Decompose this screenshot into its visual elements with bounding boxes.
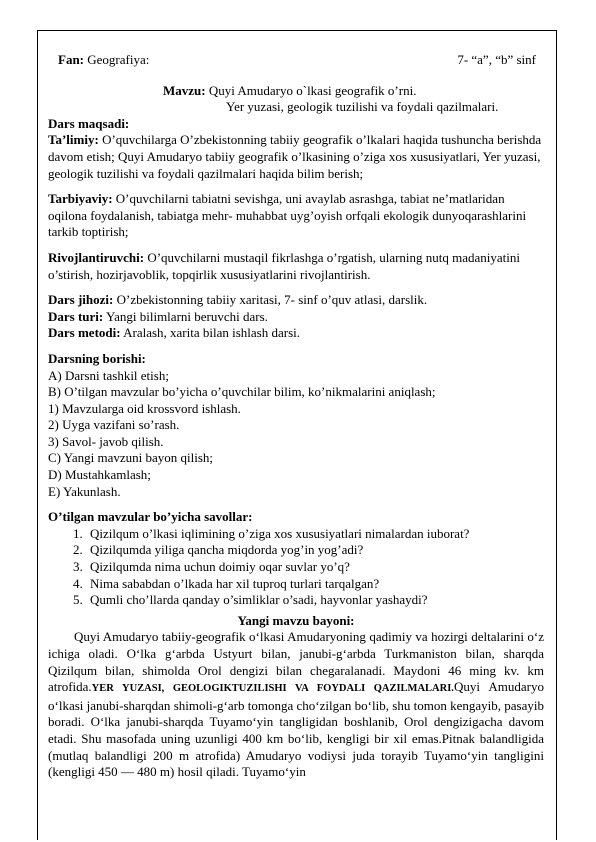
procedure-item: 2) Uyga vazifani so’rash. — [48, 417, 180, 433]
type-text: Yangi bilimlarni beruvchi dars. — [103, 308, 268, 324]
question-item: 1. Qizilqum o’lkasi iqlimining o’ziga xos xususiyatlari nimalardan iuborat? — [86, 526, 544, 543]
upbringing-label: Tarbiyaviy: — [48, 191, 113, 207]
lesson-equipment — [48, 292, 544, 309]
goals-title-text: Dars maqsadi: — [48, 115, 130, 131]
equipment-text: O’zbekistonning tabiiy xaritasi, 7- sinf o’quv atlasi, darslik. — [113, 292, 428, 308]
educational-text: O’quvchilarga O’zbekistonning tabiiy geografik o’lkalari haqida tushuncha berishda davom etish; Quyi Amudaryo tabiiy geografik o’lkasining o’ziga xos xususiyatlari, Yer yuzasi, geologik tuzilishi va foydali qazilmalari haqida bilim berish; — [48, 132, 542, 181]
equipment-label: Dars jihozi: — [48, 292, 114, 308]
document-body — [48, 52, 544, 781]
lesson-type — [48, 309, 544, 326]
question-item: 4. Nima sababdan o’lkada har xil tuproq turlari tarqalgan? — [86, 576, 544, 593]
questions-title — [48, 509, 544, 526]
procedure-item: C) Yangi mavzuni bayon qilish; — [48, 450, 214, 466]
type-label: Dars turi: — [48, 308, 104, 324]
question-item: 3. Qizilqumda nima uchun doimiy oqar suvlar yo’q? — [86, 559, 544, 576]
developmental-text: O’quvchilarni mustaqil fikrlashga o’rgatish, ularning nutq madaniyatini o’stirish, hozirjavoblik, topqirlik xususiyatlarini rivojlantirish. — [48, 249, 521, 282]
procedure-title — [48, 351, 544, 368]
topic-label: Mavzu: — [163, 82, 206, 98]
subject — [58, 52, 149, 69]
new-topic-paragraph — [48, 629, 544, 780]
procedure-item: 1) Mavzularga oid krossvord ishlash. — [48, 400, 241, 416]
educational-goal — [48, 132, 544, 182]
grade: 7- “a”, “b” sinf — [457, 52, 536, 67]
upbringing-goal — [48, 191, 544, 241]
paragraph-text-2: Quyi Amudaryo o‘lkasi janubi-sharqdan shimoli-g‘arb tomonga cho‘zilgan bo‘lib, shu tomon kengayib, pasayib boradi. O‘lka janubi-sharqda Tuyamo‘yin tangligidan boshlanib, Orol dengizigacha davom etadi. Shu masofada uning uzunligi 400 km bo‘lib, kengligi bir xil emas.Pitnak balandligida (mutlaq balandligi 200 m atrofida) Amudaryo vodiysi juda torayib Tuyamo‘yin tangligini (kengligi 450 — 480 m) hosil qiladi. Tuyamo‘yin — [48, 679, 544, 780]
subject-value: Geografiya: — [84, 52, 150, 67]
question-item: 2. Qizilqumda yiliga qancha miqdorda yog’in yog’adi? — [86, 542, 544, 559]
paragraph-text-1: Quyi Amudaryo tabiiy-geografik o‘lkasi Amudaryoning qadimiy va hozirgi deltalarini o‘z ichiga oladi. O‘lka g‘arbda Ustyurt bilan, janubi-g‘arbda Turkmaniston bilan, sharqda Qizilqum bilan, shimolda Orol dengizi bilan chegaralanadi. Maydoni 46 ming kv. km atrofida. — [48, 629, 544, 695]
questions-list — [48, 526, 544, 609]
new-topic-title — [48, 613, 544, 630]
procedure-item: D) Mustahkamlash; — [48, 467, 151, 483]
topic-line-1 — [48, 83, 544, 100]
topic-line-2: Yer yuzasi, geologik tuzilishi va foydali qazilmalari. — [226, 99, 499, 115]
questions-title-text: O’tilgan mavzular bo’yicha savollar: — [48, 509, 253, 525]
procedure-item: E) Yakunlash. — [48, 483, 121, 499]
method-label: Dars metodi: — [48, 325, 121, 341]
topic-text-1: Quyi Amudaryo o`lkasi geografik o’rni. — [205, 82, 417, 98]
procedure-item: 3) Savol- javob qilish. — [48, 433, 164, 449]
procedure-item: B) O’tilgan mavzular bo’yicha o’quvchilar bilim, ko’nikmalarini aniqlash; — [48, 384, 436, 400]
method-text: Aralash, xarita bilan ishlash darsi. — [120, 325, 301, 341]
header-line — [48, 52, 544, 69]
section-subheading: YER YUZASI, GEOLOGIKTUZILISHI VA FOYDALI QAZILMALARI. — [91, 683, 454, 695]
subject-label: Fan: — [58, 52, 84, 67]
developmental-label: Rivojlantiruvchi: — [48, 249, 145, 265]
upbringing-text: O’quvchilarni tabiatni sevishga, uni avaylab asrashga, tabiat ne’matlaridan oqilona foydalanish, tabiatga mehr- muhabbat uyg’oyish orfqali ekologik dunyoqarashlarini tarkib toptirish; — [48, 191, 527, 240]
procedure-item: A) Darsni tashkil etish; — [48, 367, 169, 383]
new-topic-title-text: Yangi mavzu bayoni: — [237, 612, 355, 628]
question-item: 5. Qumli cho’llarda qanday o’simliklar o’sadi, hayvonlar yashaydi? — [86, 592, 544, 609]
educational-label: Ta’limiy: — [48, 132, 99, 148]
goals-title — [48, 116, 544, 133]
developmental-goal — [48, 250, 544, 283]
lesson-method — [48, 325, 544, 342]
procedure-title-text: Darsning borishi: — [48, 350, 146, 366]
